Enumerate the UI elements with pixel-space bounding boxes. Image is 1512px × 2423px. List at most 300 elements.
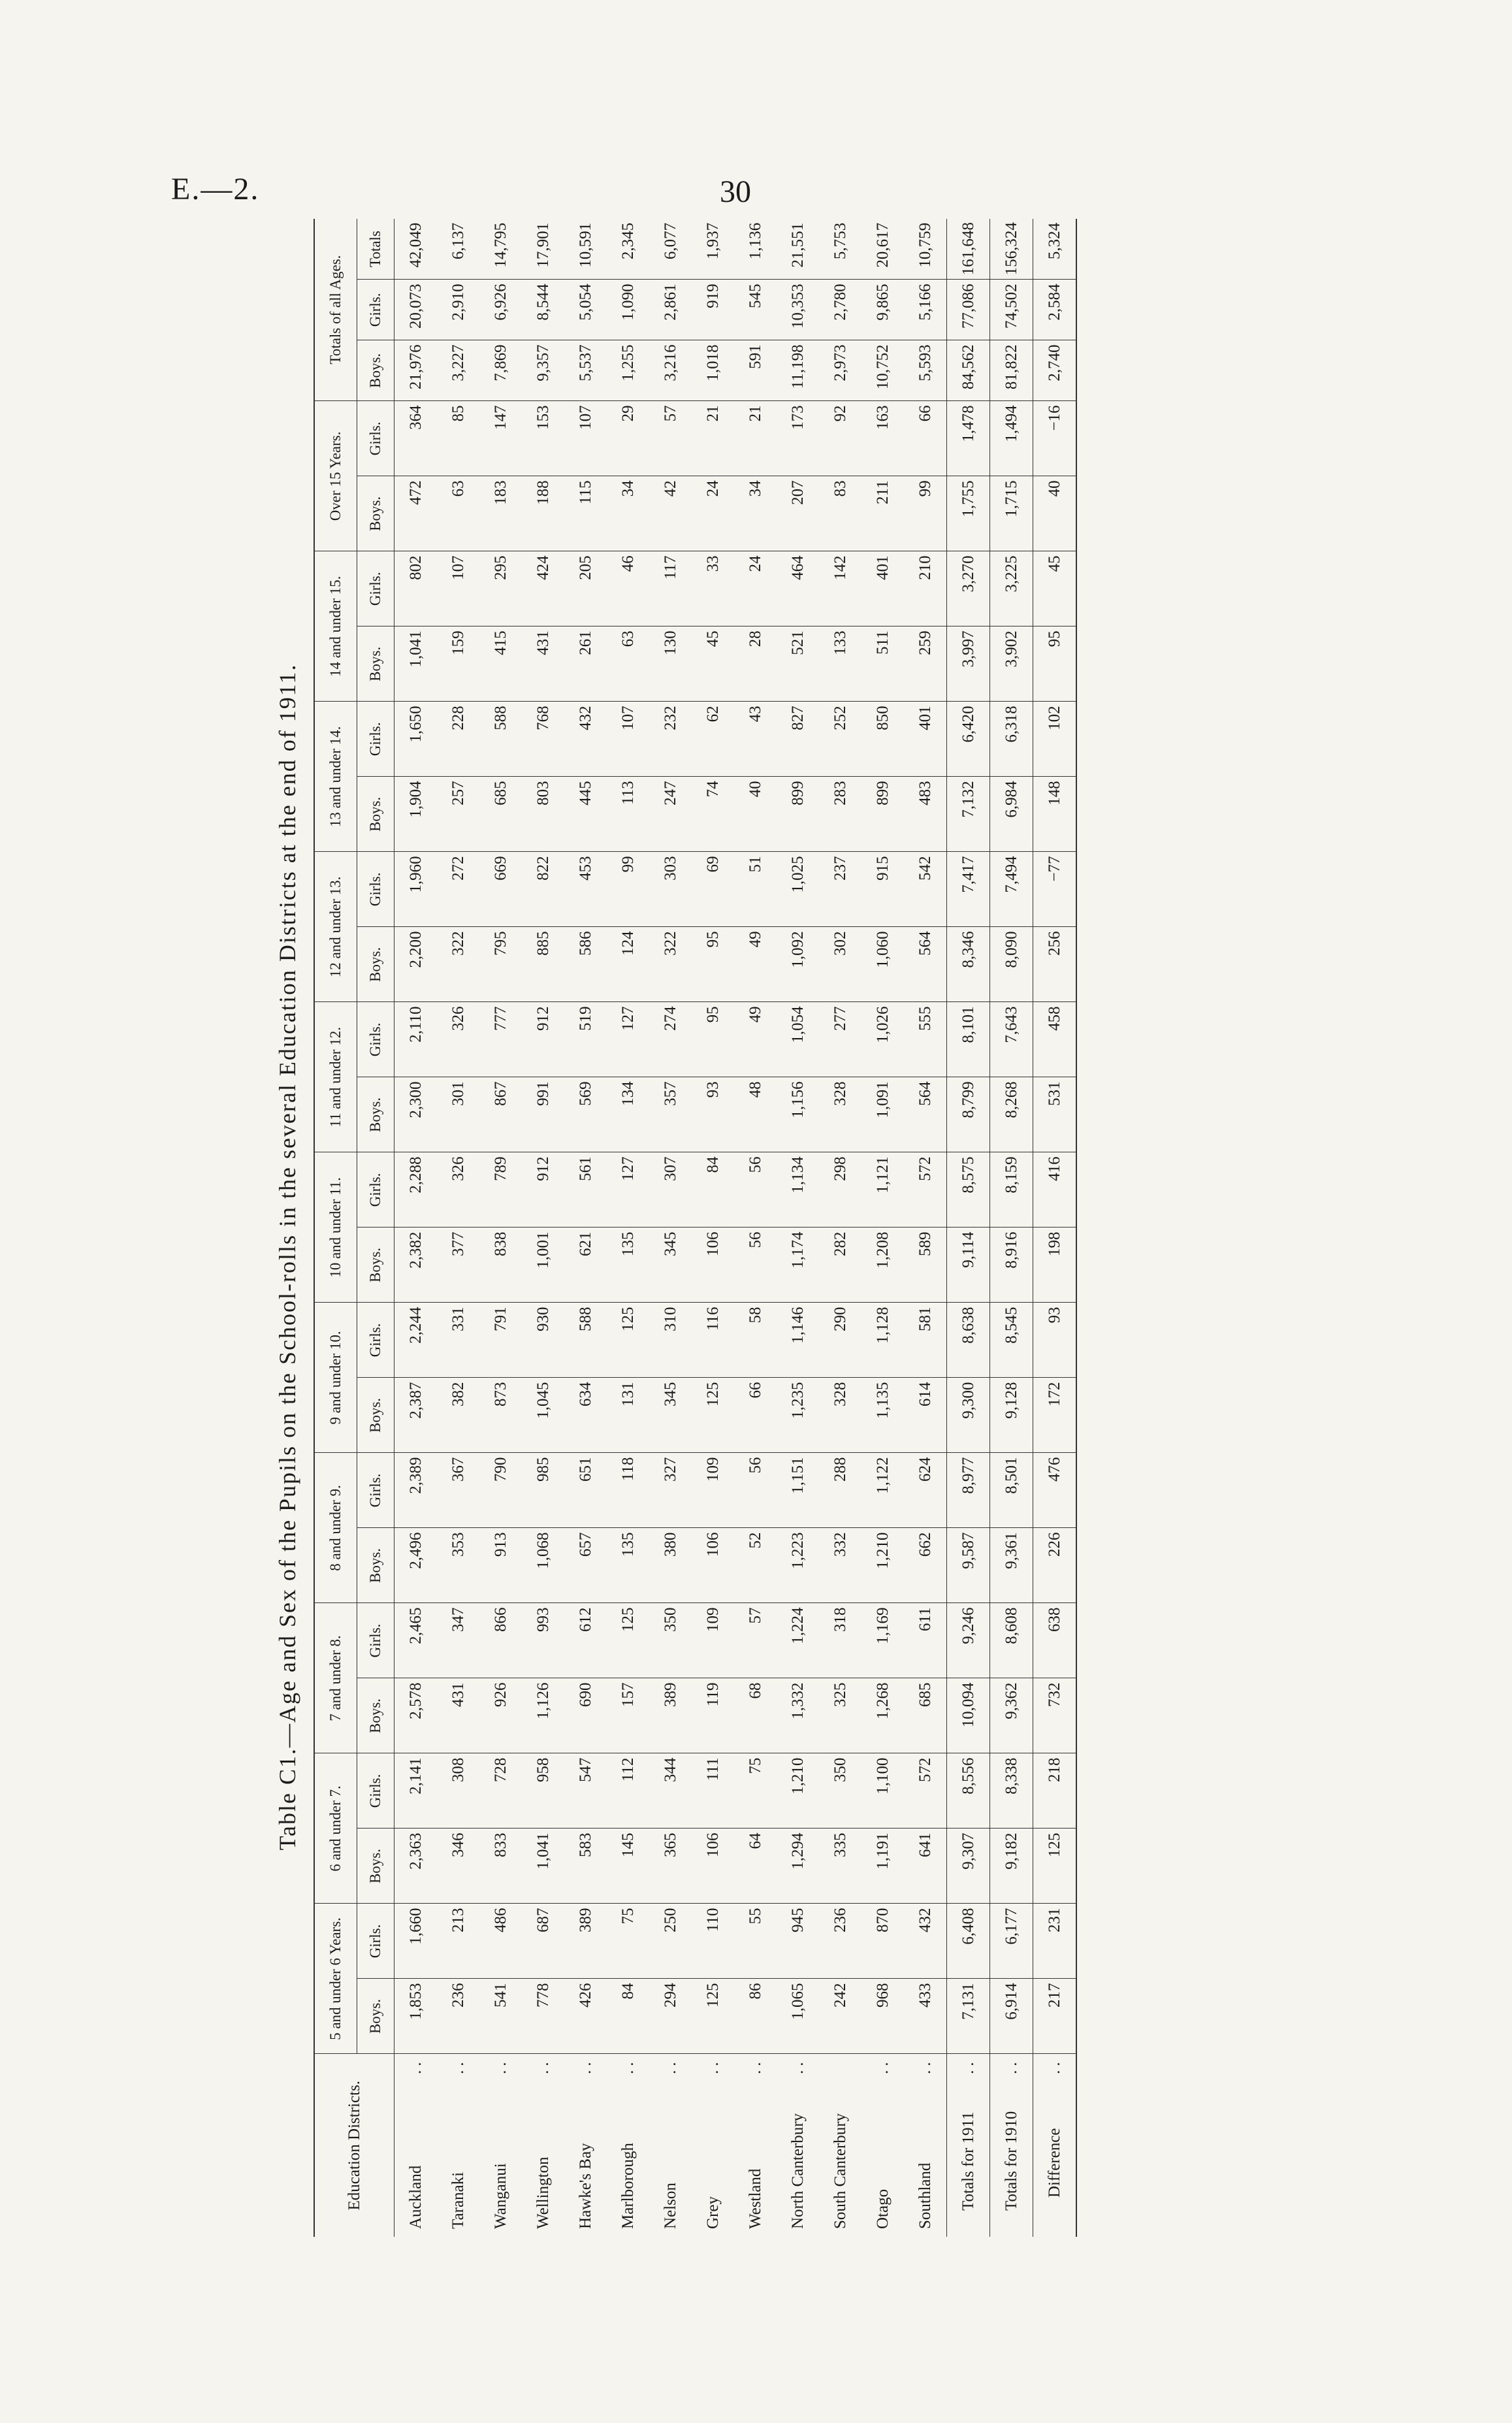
- table-cell: 833: [479, 1829, 522, 1904]
- table-cell: 1,937: [692, 219, 734, 280]
- leader-dots: ..: [576, 2058, 594, 2074]
- girls-header: Girls.: [357, 1002, 394, 1077]
- table-cell: 8,346: [947, 927, 990, 1002]
- table-cell: 7,494: [990, 852, 1033, 927]
- table-cell: 2,244: [394, 1303, 438, 1378]
- table-cell: 1,235: [777, 1378, 819, 1453]
- table-cell: 5,593: [904, 340, 947, 401]
- table-cell: 870: [861, 1904, 904, 1979]
- table-cell: 294: [649, 1979, 692, 2054]
- table-cell: 127: [607, 1152, 649, 1228]
- table-cell: 2,780: [819, 280, 861, 340]
- age-group-header: 9 and under 10.: [314, 1303, 357, 1453]
- table-cell: 303: [649, 852, 692, 927]
- table-cell: 93: [1033, 1303, 1077, 1378]
- table-cell: 74: [692, 777, 734, 852]
- table-cell: 1,255: [607, 340, 649, 401]
- boys-header: Boys.: [357, 777, 394, 852]
- table-cell: 6,420: [947, 702, 990, 777]
- table-cell: 651: [564, 1453, 607, 1528]
- table-cell: 1,755: [947, 476, 990, 551]
- table-cell: 48: [734, 1077, 777, 1152]
- district-name: [607, 2054, 649, 2237]
- table-cell: 424: [522, 551, 564, 626]
- table-cell: 1,715: [990, 476, 1033, 551]
- table-cell: 521: [777, 626, 819, 702]
- table-cell: 8,638: [947, 1303, 990, 1378]
- table-cell: 9,362: [990, 1678, 1033, 1753]
- table-cell: 226: [1033, 1528, 1077, 1603]
- table-row: [394, 219, 438, 2237]
- table-cell: 10,353: [777, 280, 819, 340]
- table-cell: 8,090: [990, 927, 1033, 1002]
- table-cell: 1,268: [861, 1678, 904, 1753]
- district-name: [649, 2054, 692, 2237]
- leader-dots: ..: [491, 2058, 509, 2074]
- district-name: [904, 2054, 947, 2237]
- table-cell: 1,128: [861, 1303, 904, 1378]
- table-cell: 1,026: [861, 1002, 904, 1077]
- table-row: [564, 219, 607, 2237]
- table-cell: 307: [649, 1152, 692, 1228]
- district-name: [861, 2054, 904, 2237]
- boys-header: Boys.: [357, 626, 394, 702]
- table-cell: 125: [692, 1378, 734, 1453]
- table-cell: 7,417: [947, 852, 990, 927]
- table-cell: 274: [649, 1002, 692, 1077]
- table-cell: 68: [734, 1678, 777, 1753]
- table-cell: 899: [861, 777, 904, 852]
- girls-header: Girls.: [357, 1453, 394, 1528]
- table-cell: 81,822: [990, 340, 1033, 401]
- page-number: 30: [720, 174, 751, 209]
- table-cell: 3,997: [947, 626, 990, 702]
- girls-header: Girls.: [357, 1303, 394, 1378]
- table-cell: 34: [734, 476, 777, 551]
- table-cell: 486: [479, 1904, 522, 1979]
- table-cell: −16: [1033, 401, 1077, 476]
- table-cell: 69: [692, 852, 734, 927]
- table-cell: 802: [394, 551, 438, 626]
- table-cell: 426: [564, 1979, 607, 2054]
- table-cell: 572: [904, 1753, 947, 1829]
- table-cell: 259: [904, 626, 947, 702]
- table-cell: 564: [904, 927, 947, 1002]
- table-cell: −77: [1033, 852, 1077, 927]
- table-cell: 322: [649, 927, 692, 1002]
- table-cell: 111: [692, 1753, 734, 1829]
- totals-header: Totals: [357, 219, 394, 280]
- table-cell: 2,141: [394, 1753, 438, 1829]
- district-name: [522, 2054, 564, 2237]
- table-cell: 5,753: [819, 219, 861, 280]
- boys-header: Boys.: [357, 1678, 394, 1753]
- table-cell: 52: [734, 1528, 777, 1603]
- table-cell: 365: [649, 1829, 692, 1904]
- table-cell: 56: [734, 1152, 777, 1228]
- table-cell: 218: [1033, 1753, 1077, 1829]
- table-cell: 2,382: [394, 1228, 438, 1303]
- table-cell: 1,060: [861, 927, 904, 1002]
- table-cell: 217: [1033, 1979, 1077, 2054]
- table-cell: 1,018: [692, 340, 734, 401]
- table-cell: 134: [607, 1077, 649, 1152]
- table-cell: 188: [522, 476, 564, 551]
- table-cell: 8,977: [947, 1453, 990, 1528]
- table-cell: 45: [692, 626, 734, 702]
- table-cell: 367: [437, 1453, 479, 1528]
- table-cell: 555: [904, 1002, 947, 1077]
- table-cell: 56: [734, 1228, 777, 1303]
- table-cell: 66: [734, 1378, 777, 1453]
- table-row: [734, 219, 777, 2237]
- table-cell: 968: [861, 1979, 904, 2054]
- table-cell: 1,191: [861, 1829, 904, 1904]
- table-cell: 147: [479, 401, 522, 476]
- row-label: Taranaki: [449, 2171, 467, 2229]
- table-cell: 7,132: [947, 777, 990, 852]
- table-cell: 564: [904, 1077, 947, 1152]
- table-cell: 850: [861, 702, 904, 777]
- table-cell: 662: [904, 1528, 947, 1603]
- table-cell: 277: [819, 1002, 861, 1077]
- table-cell: 290: [819, 1303, 861, 1378]
- row-label: Nelson: [661, 2183, 679, 2229]
- row-label: Totals for 1911: [959, 2111, 977, 2211]
- table-cell: 77,086: [947, 280, 990, 340]
- table-cell: 2,200: [394, 927, 438, 1002]
- table-cell: 1,960: [394, 852, 438, 927]
- table-cell: 791: [479, 1303, 522, 1378]
- table-cell: 1,210: [861, 1528, 904, 1603]
- leader-dots: ..: [746, 2058, 764, 2074]
- table-cell: 7,869: [479, 340, 522, 401]
- table-cell: 1,045: [522, 1378, 564, 1453]
- table-cell: 10,591: [564, 219, 607, 280]
- table-cell: 84: [692, 1152, 734, 1228]
- table-row: [777, 219, 819, 2237]
- table-cell: 545: [734, 280, 777, 340]
- table-cell: 777: [479, 1002, 522, 1077]
- table-cell: 125: [607, 1603, 649, 1678]
- table-cell: 9,361: [990, 1528, 1033, 1603]
- table-row: [607, 219, 649, 2237]
- table-cell: 99: [607, 852, 649, 927]
- table-cell: 588: [564, 1303, 607, 1378]
- district-name: [692, 2054, 734, 2237]
- table-cell: 116: [692, 1303, 734, 1378]
- table-cell: 242: [819, 1979, 861, 2054]
- district-name: [1033, 2054, 1077, 2237]
- table-cell: 542: [904, 852, 947, 927]
- table-cell: 57: [734, 1603, 777, 1678]
- table-cell: 49: [734, 1002, 777, 1077]
- table-cell: 6,177: [990, 1904, 1033, 1979]
- table-cell: 2,465: [394, 1603, 438, 1678]
- table-cell: 257: [437, 777, 479, 852]
- leader-dots: ..: [661, 2058, 679, 2074]
- table-cell: 86: [734, 1979, 777, 2054]
- table-cell: 803: [522, 777, 564, 852]
- table-cell: 5,324: [1033, 219, 1077, 280]
- table-cell: 9,307: [947, 1829, 990, 1904]
- table-cell: 272: [437, 852, 479, 927]
- table-cell: 389: [649, 1678, 692, 1753]
- table-cell: 63: [437, 476, 479, 551]
- table-cell: 541: [479, 1979, 522, 2054]
- table-cell: 283: [819, 777, 861, 852]
- age-group-header: Over 15 Years.: [314, 401, 357, 551]
- table-cell: 476: [1033, 1453, 1077, 1528]
- table-cell: 66: [904, 401, 947, 476]
- age-group-header: 7 and under 8.: [314, 1603, 357, 1753]
- table-row: [479, 219, 522, 2237]
- table-cell: 252: [819, 702, 861, 777]
- table-row: [649, 219, 692, 2237]
- district-name: [819, 2054, 861, 2237]
- table-cell: 1,478: [947, 401, 990, 476]
- age-group-header: 11 and under 12.: [314, 1002, 357, 1152]
- table-row: [819, 219, 861, 2237]
- table-cell: 1,208: [861, 1228, 904, 1303]
- girls-header: Girls.: [357, 1603, 394, 1678]
- table-cell: 95: [692, 1002, 734, 1077]
- table-cell: 768: [522, 702, 564, 777]
- table-cell: 93: [692, 1077, 734, 1152]
- table-cell: 109: [692, 1453, 734, 1528]
- table-cell: 328: [819, 1077, 861, 1152]
- table-cell: 3,270: [947, 551, 990, 626]
- table-cell: 2,861: [649, 280, 692, 340]
- table-cell: 591: [734, 340, 777, 401]
- table-cell: 153: [522, 401, 564, 476]
- table-cell: 127: [607, 1002, 649, 1077]
- table-cell: 40: [734, 777, 777, 852]
- district-name: [564, 2054, 607, 2237]
- table-cell: 3,227: [437, 340, 479, 401]
- table-cell: 728: [479, 1753, 522, 1829]
- table-cell: 107: [437, 551, 479, 626]
- table-cell: 135: [607, 1228, 649, 1303]
- difference-row: [1033, 219, 1077, 2237]
- table-cell: 8,501: [990, 1453, 1033, 1528]
- table-cell: 1,294: [777, 1829, 819, 1904]
- table-cell: 822: [522, 852, 564, 927]
- table-cell: 85: [437, 401, 479, 476]
- table-cell: 8,545: [990, 1303, 1033, 1378]
- table-cell: 511: [861, 626, 904, 702]
- table-cell: 21,551: [777, 219, 819, 280]
- table-cell: 1,025: [777, 852, 819, 927]
- table-cell: 8,608: [990, 1603, 1033, 1678]
- table-row: [437, 219, 479, 2237]
- table-cell: 198: [1033, 1228, 1077, 1303]
- table-cell: 130: [649, 626, 692, 702]
- table-cell: 157: [607, 1678, 649, 1753]
- table-cell: 8,556: [947, 1753, 990, 1829]
- leader-dots: ..: [534, 2058, 552, 2074]
- table-cell: 919: [692, 280, 734, 340]
- table-cell: 401: [861, 551, 904, 626]
- page-reference: E.—2.: [171, 172, 260, 206]
- table-cell: 912: [522, 1002, 564, 1077]
- table-cell: 250: [649, 1904, 692, 1979]
- table-cell: 389: [564, 1904, 607, 1979]
- rotated-table-block: [261, 222, 1169, 2237]
- table-cell: 431: [522, 626, 564, 702]
- leader-dots: ..: [406, 2058, 425, 2074]
- table-cell: 62: [692, 702, 734, 777]
- table-cell: 572: [904, 1152, 947, 1228]
- table-cell: 885: [522, 927, 564, 1002]
- table-cell: 43: [734, 702, 777, 777]
- table-cell: 131: [607, 1378, 649, 1453]
- table-cell: 63: [607, 626, 649, 702]
- table-cell: 464: [777, 551, 819, 626]
- table-cell: 301: [437, 1077, 479, 1152]
- leader-dots: ..: [703, 2058, 722, 2074]
- girls-header: Girls.: [357, 1904, 394, 1979]
- table-cell: 401: [904, 702, 947, 777]
- girls-header: Girls.: [357, 551, 394, 626]
- table-cell: 332: [819, 1528, 861, 1603]
- table-cell: 236: [437, 1979, 479, 2054]
- table-cell: 2,740: [1033, 340, 1077, 401]
- table-cell: 9,182: [990, 1829, 1033, 1904]
- table-cell: 669: [479, 852, 522, 927]
- table-cell: 84,562: [947, 340, 990, 401]
- table-cell: 415: [479, 626, 522, 702]
- table-cell: 24: [734, 551, 777, 626]
- girls-header: Girls.: [357, 1753, 394, 1829]
- table-cell: 347: [437, 1603, 479, 1678]
- table-cell: 958: [522, 1753, 564, 1829]
- age-group-header: 14 and under 15.: [314, 551, 357, 702]
- table-cell: 172: [1033, 1378, 1077, 1453]
- table-cell: 3,216: [649, 340, 692, 401]
- table-cell: 161,648: [947, 219, 990, 280]
- row-label: Difference: [1045, 2128, 1063, 2198]
- table-cell: 228: [437, 702, 479, 777]
- leader-dots: ..: [1002, 2058, 1020, 2074]
- row-label: Auckland: [406, 2165, 425, 2229]
- table-cell: 624: [904, 1453, 947, 1528]
- table-cell: 58: [734, 1303, 777, 1378]
- table-cell: 213: [437, 1904, 479, 1979]
- table-cell: 1,065: [777, 1979, 819, 2054]
- table-row: [692, 219, 734, 2237]
- table-cell: 458: [1033, 1002, 1077, 1077]
- table-cell: 107: [564, 401, 607, 476]
- table-cell: 1,210: [777, 1753, 819, 1829]
- table-cell: 2,584: [1033, 280, 1077, 340]
- table-cell: 1,100: [861, 1753, 904, 1829]
- table-cell: 57: [649, 401, 692, 476]
- leader-dots: ..: [916, 2058, 934, 2074]
- table-cell: 1,853: [394, 1979, 438, 2054]
- table-cell: 1,494: [990, 401, 1033, 476]
- table-cell: 327: [649, 1453, 692, 1528]
- table-cell: 638: [1033, 1603, 1077, 1678]
- girls-header: Girls.: [357, 852, 394, 927]
- table-cell: 634: [564, 1378, 607, 1453]
- table-cell: 9,128: [990, 1378, 1033, 1453]
- table-cell: 92: [819, 401, 861, 476]
- table-cell: 569: [564, 1077, 607, 1152]
- district-name: [734, 2054, 777, 2237]
- table-cell: 326: [437, 1152, 479, 1228]
- totals-row: [947, 219, 990, 2237]
- leader-dots: ..: [959, 2058, 977, 2074]
- table-cell: 145: [607, 1829, 649, 1904]
- row-label: Hawke's Bay: [576, 2143, 594, 2229]
- table-cell: 1,054: [777, 1002, 819, 1077]
- table-cell: 867: [479, 1077, 522, 1152]
- table-cell: 74,502: [990, 280, 1033, 340]
- table-cell: 6,914: [990, 1979, 1033, 2054]
- table-cell: 732: [1033, 1678, 1077, 1753]
- table-cell: 28: [734, 626, 777, 702]
- table-cell: 993: [522, 1603, 564, 1678]
- table-cell: 1,001: [522, 1228, 564, 1303]
- table-cell: 75: [607, 1904, 649, 1979]
- age-group-header: 5 and under 6 Years.: [314, 1904, 357, 2054]
- table-cell: 46: [607, 551, 649, 626]
- table-cell: 331: [437, 1303, 479, 1378]
- boys-header: Boys.: [357, 1228, 394, 1303]
- table-cell: 930: [522, 1303, 564, 1378]
- table-cell: 9,114: [947, 1228, 990, 1303]
- table-cell: 247: [649, 777, 692, 852]
- table-cell: 1,169: [861, 1603, 904, 1678]
- table-cell: 586: [564, 927, 607, 1002]
- table-cell: 1,122: [861, 1453, 904, 1528]
- age-group-header: 13 and under 14.: [314, 702, 357, 852]
- girls-header: Girls.: [357, 1152, 394, 1228]
- boys-header: Boys.: [357, 927, 394, 1002]
- table-cell: 135: [607, 1528, 649, 1603]
- table-cell: 1,904: [394, 777, 438, 852]
- table-cell: 106: [692, 1829, 734, 1904]
- table-row: [861, 219, 904, 2237]
- table-cell: 211: [861, 476, 904, 551]
- table-cell: 125: [607, 1303, 649, 1378]
- table-cell: 641: [904, 1829, 947, 1904]
- table-cell: 40: [1033, 476, 1077, 551]
- district-name: [479, 2054, 522, 2237]
- table-cell: 926: [479, 1678, 522, 1753]
- girls-header: Girls.: [357, 401, 394, 476]
- age-group-header: 12 and under 13.: [314, 852, 357, 1002]
- table-cell: 232: [649, 702, 692, 777]
- table-cell: 1,224: [777, 1603, 819, 1678]
- table-cell: 431: [437, 1678, 479, 1753]
- table-cell: 9,357: [522, 340, 564, 401]
- table-row: [522, 219, 564, 2237]
- table-cell: 2,363: [394, 1829, 438, 1904]
- table-cell: 350: [819, 1753, 861, 1829]
- table-cell: 611: [904, 1603, 947, 1678]
- table-cell: 308: [437, 1753, 479, 1829]
- table-cell: 237: [819, 852, 861, 927]
- table-cell: 8,101: [947, 1002, 990, 1077]
- boys-header: Boys.: [357, 1378, 394, 1453]
- age-group-header: Totals of all Ages.: [314, 219, 357, 401]
- age-group-header: 6 and under 7.: [314, 1753, 357, 1904]
- table-cell: 125: [692, 1979, 734, 2054]
- table-cell: 6,318: [990, 702, 1033, 777]
- district-name: [947, 2054, 990, 2237]
